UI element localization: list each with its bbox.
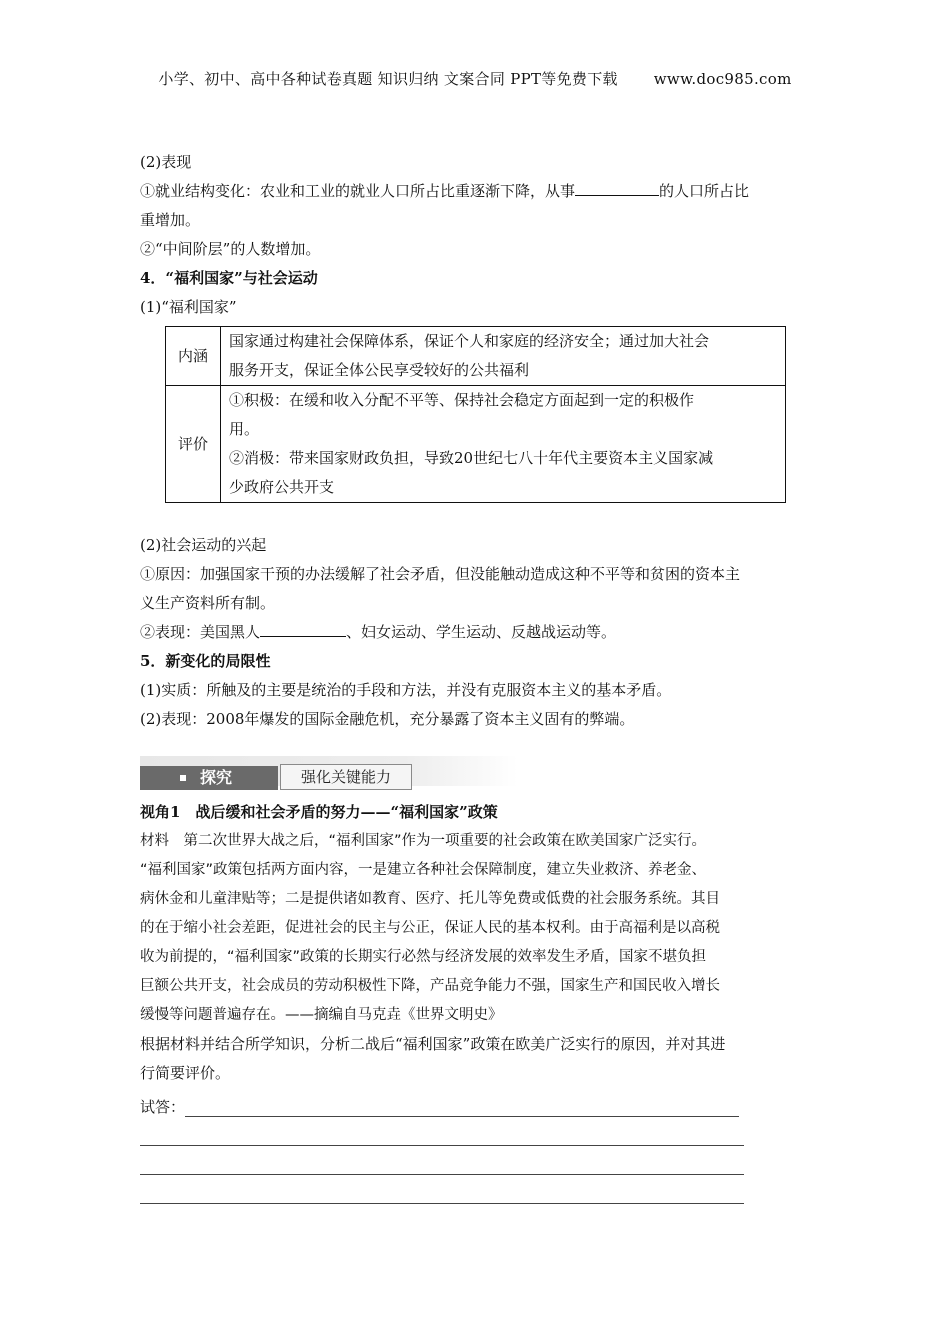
answer-label: 试答：	[140, 1098, 186, 1116]
fill-blank-1[interactable]	[575, 179, 659, 196]
section-2-item-1-cont: 重增加。	[140, 211, 201, 229]
question-line-1: 根据材料并结合所学知识，分析二战后“福利国家”政策在欧美广泛实行的原因，并对其进	[140, 1035, 726, 1053]
answer-line[interactable]	[185, 1094, 739, 1117]
material-line: 巨额公共开支，社会成员的劳动积极性下降，产品竞争能力不强，国家生产和国民收入增长	[140, 978, 720, 994]
fill-blank-2[interactable]	[260, 620, 346, 637]
material-block	[140, 827, 812, 1030]
cell-line: ①积极：在缓和收入分配不平等、保持社会稳定方面起到一定的积极作	[229, 391, 695, 409]
section-5-item-2: (2)表现：2008年爆发的国际金融危机，充分暴露了资本主义固有的弊端。	[140, 710, 635, 728]
section-2-item-2: ②“中间阶层”的人数增加。	[140, 240, 321, 258]
explore-banner	[140, 752, 520, 794]
table-cell-evaluation	[221, 386, 786, 503]
material-line: 的在于缩小社会差距，促进社会的民主与公正，保证人民的基本权利。由于高福利是以高税	[140, 920, 720, 936]
page-header	[0, 68, 950, 89]
cell-line: 用。	[229, 420, 260, 438]
section-5-item-1: (1)实质：所触及的主要是统治的手段和方法，并没有克服资本主义的基本矛盾。	[140, 681, 672, 699]
header-text: 小学、初中、高中各种试卷真题 知识归纳 文案合同 PPT等免费下载	[158, 70, 618, 88]
material-line: 收为前提的，“福利国家”政策的长期实行必然与经济发展的效率发生矛盾，国家不堪负担	[140, 949, 707, 965]
section-4-sub-2: (2)社会运动的兴起	[140, 536, 267, 554]
material-line: “福利国家”政策包括两方面内容，一是建立各种社会保障制度，建立失业救济、养老金、	[140, 862, 707, 878]
cell-line: 少政府公共开支	[229, 478, 335, 496]
material-line: 病休金和儿童津贴等；二是提供诸如教育、医疗、托儿等免费或低费的社会服务系统。其目	[140, 891, 720, 907]
banner-dark-tab	[140, 766, 278, 790]
question-line-2: 行简要评价。	[140, 1064, 231, 1082]
page-content	[140, 148, 812, 1204]
section-2-title: (2)表现	[140, 153, 192, 171]
cause-line-2: 义生产资料所有制。	[140, 594, 276, 612]
show-text-b: 、妇女运动、学生运动、反越战运动等。	[346, 623, 617, 641]
answer-line[interactable]	[140, 1117, 744, 1146]
show-text-a: ②表现：美国黑人	[140, 623, 261, 641]
material-line: 缓慢等问题普遍存在。——摘编自马克垚《世界文明史》	[140, 1007, 503, 1023]
perspective-title: 视角1 战后缓和社会矛盾的努力——“福利国家”政策	[140, 803, 498, 821]
section-4-title: 4．“福利国家”与社会运动	[140, 269, 318, 287]
item-1-text-b: 的人口所占比	[659, 182, 750, 200]
table-row	[166, 386, 786, 503]
table-row	[166, 327, 786, 386]
material-line: 材料 第二次世界大战之后，“福利国家”作为一项重要的社会政策在欧美国家广泛实行。	[140, 833, 707, 849]
cell-line: 国家通过构建社会保障体系，保证个人和家庭的经济安全；通过加大社会	[229, 332, 710, 350]
cause-line-1: ①原因：加强国家干预的办法缓解了社会矛盾，但没能触动造成这种不平等和贫困的资本主	[140, 565, 741, 583]
section-4-sub-1: (1)“福利国家”	[140, 298, 237, 316]
item-1-text-a: ①就业结构变化：农业和工业的就业人口所占比重逐渐下降，从事	[140, 182, 576, 200]
banner-dark-label: 探究	[200, 768, 233, 787]
answer-line[interactable]	[140, 1146, 744, 1175]
show-line	[140, 618, 812, 647]
square-bullet-icon	[180, 775, 186, 781]
answer-line[interactable]	[140, 1175, 744, 1204]
banner-light-tab: 强化关键能力	[280, 764, 412, 790]
table-label-connotation: 内涵	[166, 327, 221, 386]
welfare-state-table	[165, 326, 786, 503]
cell-line: 服务开支，保证全体公民享受较好的公共福利	[229, 361, 530, 379]
header-site: www.doc985.com	[653, 70, 792, 88]
answer-row-first	[140, 1088, 812, 1117]
table-label-evaluation: 评价	[166, 386, 221, 503]
section-2-item-1	[140, 177, 812, 206]
section-5-title: 5．新变化的局限性	[140, 652, 271, 670]
table-cell-connotation	[221, 327, 786, 386]
cell-line: ②消极：带来国家财政负担，导致20世纪七八十年代主要资本主义国家减	[229, 449, 714, 467]
